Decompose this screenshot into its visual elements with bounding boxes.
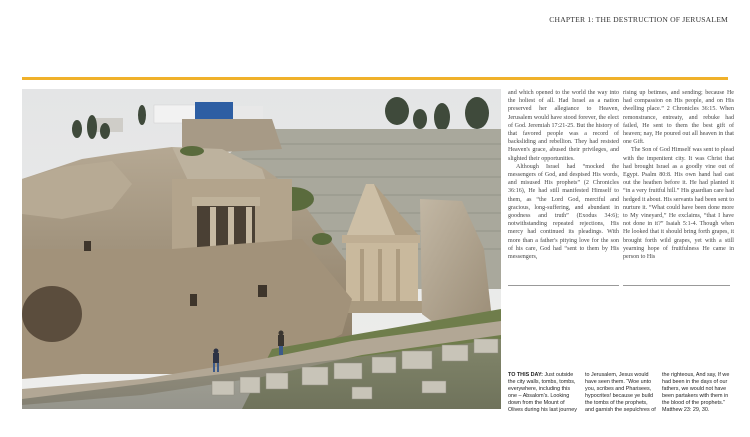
tomb-window — [190, 294, 197, 306]
caption-column-2 — [585, 372, 657, 413]
building-blue-tarp — [195, 102, 233, 120]
body-text-column-1 — [508, 89, 619, 261]
caption-text: Just outside the city walls, tombs, tombs, everywhere, including this one – Absalom's. Looking down from the Mount of Olives during his last journey — [508, 372, 577, 413]
tomb-window — [84, 241, 91, 251]
paragraph: and which opened to the world the way into the holiest of all. Had Israel as a nation preserved her allegiance to Heaven, Jerusalem would have stood forever, the elect of God. Jeremiah 17:21-25. But the history of that favored people was a record of backsliding and rebellion. They had resisted Heaven's grace, abused their privileges, and slighted their opportunities. — [508, 90, 619, 162]
caption-lead: TO THIS DAY: — [508, 372, 543, 378]
paragraph: rising up betimes, and sending; because He had compassion on His people, and on His dwelling place.” 2 Chronicles 36:15. When remonstrance, entreaty, and rebuke had failed, He sent to them the best gift of heaven; nay, He poured out all heaven in that one Gift. — [623, 90, 734, 146]
caption-text: to Jerusalem, Jesus would have seen them. “Woe unto you, scribes and Pharisees, hypocrites! because ye build the tombs of the prophets, and garnish the sepulchres of — [585, 372, 656, 413]
caption-column-3 — [662, 372, 734, 413]
gold-rule — [22, 77, 728, 80]
tomb-entablature — [192, 197, 260, 206]
cave-opening — [22, 286, 82, 342]
paragraph: Although Israel had “mocked the messengers of God, and despised His words, and misused His prophets” (2 Chronicles 36:16), He had still manifested Himself to them, as “the Lord God, merciful and gracious, long-suffering, and abundant in goodness and truth” (Exodus 34:6); notwithstanding repeated rejections, His mercy had continued its pleadings. With more than a father's pitying love for the son of his care, God had “sent to them by His messengers, — [508, 163, 619, 261]
caption-text: the righteous, And say, If we had been in the days of our fathers, we would not have been partakers with them in the blood of the prophets.” Matthew 23: 29, 30. — [662, 372, 730, 413]
photo-tomb-of-absalom — [22, 89, 501, 409]
absalom-base — [340, 301, 426, 313]
column-divider-rule — [508, 285, 619, 286]
absalom-cornice — [342, 235, 420, 243]
paragraph: The Son of God Himself was sent to plead with the impenitent city. It was Christ that had brought Israel as a goodly vine out of Egypt. Psalm 80:8. His own hand had cast out the heathen before it. He had planted it “in a very fruitful hill.” His guardian care had hedged it about. His servants had been sent to nurture it. “What could have been done more to My vineyard,” He exclaims, “that I have not done in it?” Isaiah 5:1-4. Though when He looked that it should bring forth grapes, it brought forth wild grapes, yet with a still yearning hope of fruitfulness He came in person to His — [623, 147, 734, 261]
running-head: CHAPTER 1: THE DESTRUCTION OF JERUSALEM — [549, 15, 728, 24]
column-divider-rule — [623, 285, 730, 286]
tomb-window — [258, 285, 267, 297]
caption-column-1 — [508, 372, 580, 413]
body-text-column-2 — [623, 89, 734, 261]
building — [233, 106, 263, 121]
